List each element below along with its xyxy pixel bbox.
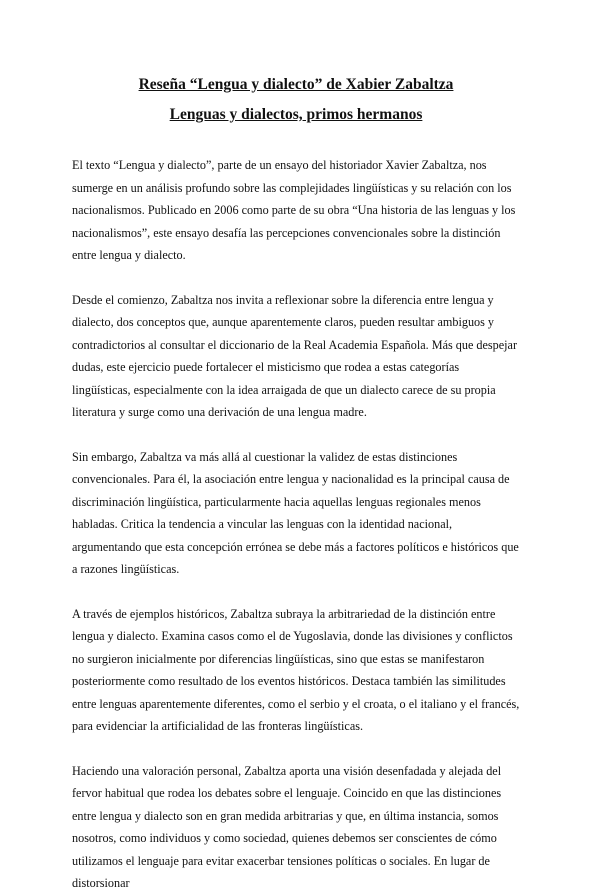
paragraph-4: A través de ejemplos históricos, Zabaltza subraya la arbitrariedad de la distinción entre lengua y dialecto. Examina casos como el de Yugoslavia, donde las divisiones y conflictos no surgieron inicialmente por diferencias lingüísticas, sino que estas se manifestaron posteriormente como resultado de los eventos históricos. Destaca también las similitudes entre lenguas aparentemente diferentes, como el serbio y el croata, o el italiano y el francés, para evidenciar la artificialidad de las fronteras lingüísticas. (72, 606, 520, 733)
paragraph-1: El texto “Lengua y dialecto”, parte de un ensayo del historiador Xavier Zabaltza, nos sumerge en un análisis profundo sobre las complejidades lingüísticas y su relación con los nacionalismos. Publicado en 2006 como parte de su obra “Una historia de las lenguas y los nacionalismos”, este ensayo desafía las percepciones convencionales sobre la distinción entre lengua y dialecto. (72, 158, 516, 262)
document-title: Reseña “Lengua y dialecto” de Xabier Zabaltza (138, 76, 454, 93)
paragraph-3: Sin embargo, Zabaltza va más allá al cuestionar la validez de estas distinciones convencionales. Para él, la asociación entre lengua y nacionalidad es la principal causa de discriminación lingüística, particularmente hacia aquellas lenguas regionales menos habladas. Critica la tendencia a vincular las lenguas con la identidad nacional, argumentando que esta concepción errónea se debe más a factores políticos e históricos que a razones lingüísticas. (72, 449, 519, 576)
paragraph-2: Desde el comienzo, Zabaltza nos invita a reflexionar sobre la diferencia entre lengua y dialecto, dos conceptos que, aunque aparentemente claros, pueden resultar ambiguos y contradictorios al consultar el diccionario de la Real Academia Española. Más que despejar dudas, este ejercicio puede fortalecer el misticismo que rodea a estas categorías lingüísticas, especialmente con la idea arraigada de que un dialecto carece de su propia literatura y surge como una derivación de una lengua madre. (72, 292, 518, 419)
document-subtitle: Lenguas y dialectos, primos hermanos (169, 106, 423, 123)
paragraph-5: Haciendo una valoración personal, Zabaltza aporta una visión desenfadada y alejada del fervor habitual que rodea los debates sobre el lenguaje. Coincido en que las distinciones entre lengua y dialecto son en gran medida arbitrarias y que, en última instancia, somos nosotros, como individuos y como sociedad, quienes debemos ser conscientes de cómo utilizamos el lenguaje para evitar exacerbar tensiones políticas o sociales. En lugar de distorsionar (72, 763, 502, 890)
